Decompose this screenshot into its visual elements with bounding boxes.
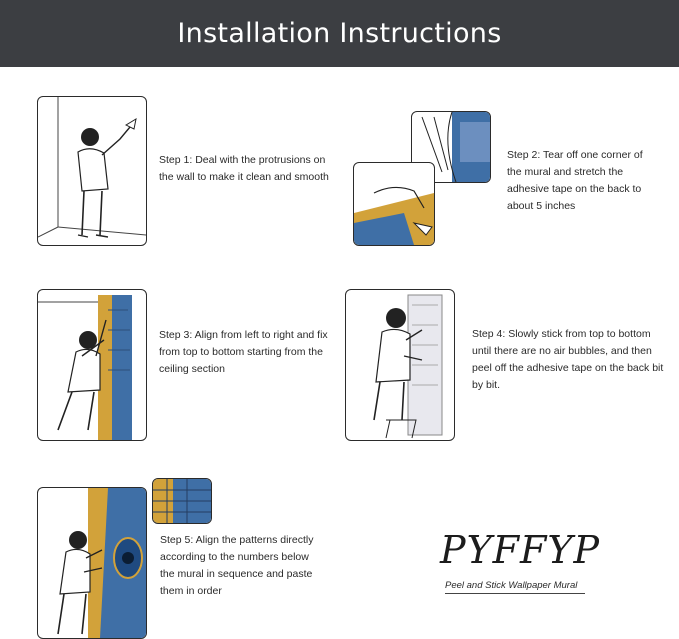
page-title: Installation Instructions <box>177 18 502 49</box>
peel-backing-icon <box>354 163 434 245</box>
header-bar <box>0 0 679 67</box>
person-aligning-mural-icon <box>38 290 146 440</box>
step-1-illustration <box>37 96 147 246</box>
person-scraping-wall-icon <box>38 97 146 245</box>
step-3-illustration <box>37 289 147 441</box>
brand-logo: PYFFYP <box>440 528 601 572</box>
person-matching-pattern-icon <box>38 488 146 638</box>
pattern-detail-icon <box>153 479 211 523</box>
brand-tagline: Peel and Stick Wallpaper Mural <box>445 580 585 594</box>
step-5-text: Step 5: Align the patterns directly according to the numbers below the mural in sequence and paste them in order <box>160 534 314 597</box>
step-4-text: Step 4: Slowly stick from top to bottom until there are no air bubbles, and then peel off the adhesive tape on the back bit by bit. <box>472 328 664 391</box>
step-5-illustration <box>37 487 147 639</box>
step-1-text: Step 1: Deal with the protrusions on the wall to make it clean and smooth <box>159 154 329 183</box>
person-smoothing-mural-icon <box>346 290 454 440</box>
step-2-text: Step 2: Tear off one corner of the mural and stretch the adhesive tape on the back to about 5 inches <box>507 149 643 212</box>
step-2-illustration-front <box>353 162 435 246</box>
step-4-illustration <box>345 289 455 441</box>
step-5-pattern-detail <box>152 478 212 524</box>
step-3-text: Step 3: Align from left to right and fix from top to bottom starting from the ceiling section <box>159 329 328 375</box>
